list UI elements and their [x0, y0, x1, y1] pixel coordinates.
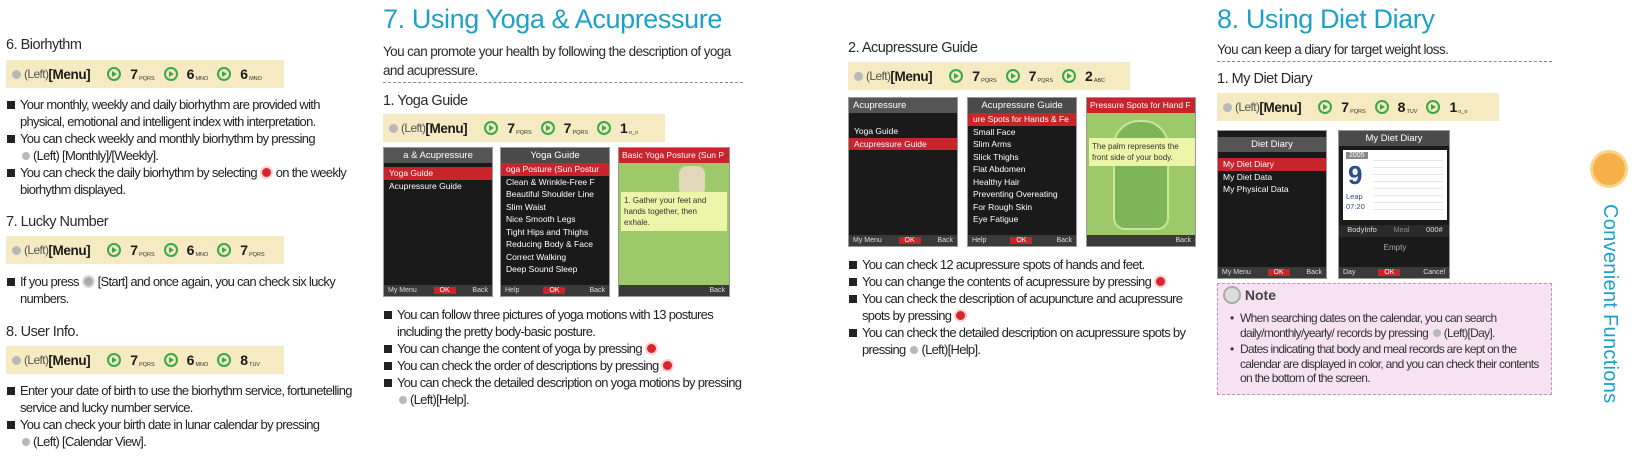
bullet-item: You can check your birth date in lunar calendar by pressing (Left) [Calendar View]. — [6, 416, 366, 450]
left-softkey-icon — [910, 346, 918, 354]
screen-title: My Diet Diary — [1339, 131, 1449, 146]
diet-column — [1217, 0, 1569, 121]
left-softkey-icon — [399, 396, 407, 404]
key-7-icon: 7 PQRS — [563, 120, 589, 136]
bullet-item: You can change the content of yoga by pressing — [383, 340, 753, 357]
screen-list-item: Preventing Overeating — [973, 189, 1058, 199]
diet-screen-menu — [1217, 130, 1327, 279]
tab-bodyinfo: BodyInfo — [1347, 225, 1377, 234]
key-7-icon: 7 PQRS — [130, 66, 155, 82]
bullet-item: You can check the daily biorhythm by selecting on the weekly biorhythm displayed. — [6, 164, 366, 198]
chapter-title-diet: 8. Using Diet Diary — [1217, 4, 1435, 34]
menu-path-user-info: (Left) [Menu] 7 PQRS 6 MNO 8 TUV — [6, 346, 284, 374]
yoga-screen-menu — [383, 147, 493, 297]
left-softkey-icon — [854, 72, 863, 81]
ok-button-icon — [954, 309, 967, 322]
arrow-right-icon — [217, 243, 231, 257]
screen-title: Acupressure — [849, 98, 957, 113]
bullet-item: You can check the detailed description on acupressure spots by pressing (Left)[Help]. — [848, 324, 1193, 358]
arrow-right-icon — [484, 121, 498, 135]
diet-intro: You can keep a diary for target weight loss. — [1217, 40, 1552, 62]
acupressure-column — [848, 0, 1188, 90]
note-header: Note — [1223, 286, 1276, 304]
yoga-screen-list — [500, 147, 610, 297]
arrow-right-icon — [949, 69, 963, 83]
arrow-right-icon — [1375, 100, 1389, 114]
tab-code: 000# — [1426, 225, 1443, 234]
key-8-icon: 8 TUV — [1397, 99, 1418, 115]
screen-title: Pressure Spots for Hand F — [1087, 98, 1195, 113]
calendar-widget — [1343, 150, 1447, 220]
screen-list-item: Tight Hips and Thighs — [506, 226, 589, 237]
arrow-right-icon — [1318, 100, 1332, 114]
screen-softkeys: Help OK Back — [501, 285, 609, 296]
left-softkey-icon — [389, 124, 398, 133]
screen-list-item: Reducing Body & Face — [506, 239, 593, 249]
bullet-item: You can follow three pictures of yoga motions with 13 postures including the pretty body-basic posture. — [383, 306, 753, 340]
acupressure-screen-menu — [848, 97, 958, 247]
ok-button-icon — [1154, 275, 1167, 288]
note-item: • When searching dates on the calendar, you can search daily/monthly/yearly/ records by pressing (Left)[Day]. — [1224, 311, 1546, 340]
section-title-acupressure-guide: 2. Acupressure Guide — [848, 40, 978, 56]
left-softkey-icon — [12, 356, 21, 365]
arrow-right-icon — [107, 353, 121, 367]
screen-list-item: Small Face — [973, 126, 1016, 137]
screen-title: Diet Diary — [1218, 137, 1326, 152]
bullet-item: You can check weekly and monthly biorhythm by pressing (Left) [Monthly]/[Weekly]. — [6, 130, 366, 164]
menu-path-acupressure: (Left) [Menu] 7 PQRS 7 PQRS 2 ABC — [848, 62, 1130, 90]
section-title-yoga-guide: 1. Yoga Guide — [383, 93, 468, 109]
key-2-icon: 2 ABC — [1085, 68, 1106, 84]
section-title-user-info: 8. User Info. — [6, 324, 79, 340]
arrow-right-icon — [164, 243, 178, 257]
yoga-bullets — [383, 306, 753, 408]
arrow-right-icon — [107, 243, 121, 257]
screen-list-item: oga Posture (Sun Postur — [501, 163, 609, 176]
arrow-right-icon — [217, 67, 231, 81]
chapter-title-yoga: 7. Using Yoga & Acupressure — [383, 4, 722, 34]
calendar-grid — [1373, 154, 1443, 214]
ok-button-icon — [260, 166, 273, 179]
calendar-time: 07:20 — [1346, 202, 1365, 211]
calendar-day: 9 — [1348, 160, 1363, 190]
screen-text: 1. Gather your feet and hands together, then exhale. — [621, 192, 727, 231]
key-7-icon: 7 PQRS — [507, 120, 532, 136]
biorhythm-bullets — [6, 96, 366, 198]
acupressure-screen-list — [967, 97, 1077, 247]
lucky-number-bullets — [6, 273, 366, 307]
key-6-icon: 6 MNO — [240, 66, 262, 82]
diet-screen-calendar — [1338, 130, 1450, 279]
screen-list-item: Flat Abdomen — [973, 164, 1026, 174]
bullet-item: Enter your date of birth to use the biorhythm service, fortunetelling service and lucky number service. — [6, 382, 366, 416]
ok-button-icon — [645, 342, 658, 355]
yoga-screen-detail — [618, 147, 730, 297]
key-7-icon: 7 PQRS — [130, 352, 155, 368]
screen-softkeys: My Menu OK Back — [1218, 267, 1326, 278]
screen-list-item: For Rough Skin — [973, 201, 1033, 212]
calendar-leap: Leap — [1346, 192, 1363, 201]
section-title-lucky-number: 7. Lucky Number — [6, 214, 109, 230]
screen-softkeys: Back — [1087, 235, 1195, 246]
screen-list-item: Healthy Hair — [973, 176, 1020, 187]
menu-path-yoga-guide: (Left) [Menu] 7 PQRS 7 PQRS 1 o_o — [383, 114, 665, 142]
section-title-biorhythm: 6. Biorhythm — [6, 37, 82, 53]
chapter-tab-icon — [1590, 150, 1628, 188]
arrow-right-icon — [217, 353, 231, 367]
section-title-my-diet-diary: 1. My Diet Diary — [1217, 71, 1313, 87]
side-tab-label: Convenient Functions — [1599, 204, 1621, 404]
screen-menu-item: Acupressure Guide — [849, 138, 957, 151]
arrow-right-icon — [1006, 69, 1020, 83]
key-1-icon: 1 o_o — [620, 120, 639, 136]
screen-menu-item: Acupressure Guide — [389, 180, 462, 191]
note-icon — [1223, 286, 1241, 304]
key-7-icon: 7 PQRS — [130, 242, 155, 258]
left-column — [6, 0, 366, 450]
screen-menu-item: Yoga Guide — [854, 126, 899, 136]
screen-softkeys: My Menu OK Back — [384, 285, 492, 296]
key-7-icon: 7 PQRS — [1028, 68, 1054, 84]
screen-softkeys: My Menu OK Back — [849, 235, 957, 246]
screen-softkeys: Help OK Back — [968, 235, 1076, 246]
screen-list-item: Deep Sound Sleep — [506, 264, 578, 274]
yoga-column — [383, 0, 763, 142]
screen-list-item: Correct Walking — [506, 251, 567, 262]
screen-title: Yoga Guide — [501, 148, 609, 163]
menu-path-biorhythm: (Left) [Menu] 7 PQRS 6 MNO 6 MNO — [6, 60, 284, 88]
key-1-icon: 1 o_o — [1449, 99, 1468, 115]
calendar-year: 2005 — [1346, 152, 1368, 159]
bullet-item: You can check the description of acupuncture and acupressure spots by pressing — [848, 290, 1193, 324]
note-item: • Dates indicating that body and meal records are kept on the calendar are displayed in color, and you can check their contents on the bottom of the screen. — [1224, 342, 1546, 386]
screen-list-item: Slim Arms — [973, 139, 1012, 149]
screen-menu-item: My Physical Data — [1223, 184, 1289, 194]
hand-icon — [1113, 120, 1169, 230]
bullet-item: You can check 12 acupressure spots of hands and feet. — [848, 256, 1193, 273]
menu-path-diet: (Left) [Menu] 7 PQRS 8 TUV 1 o_o — [1217, 93, 1499, 121]
screen-list-item: Nice Smooth Legs — [506, 214, 576, 224]
screen-list-item: Clean & Wrinkle-Free F — [506, 176, 595, 187]
screen-softkeys: Day OK Cancel — [1339, 267, 1449, 278]
arrow-right-icon — [541, 121, 555, 135]
key-8-icon: 8 TUV — [240, 352, 261, 368]
yoga-intro: You can promote your health by following the description of yoga and acupressure. — [383, 42, 743, 83]
arrow-right-icon — [107, 67, 121, 81]
bullet-item: If you press [Start] and once again, you can check six lucky numbers. — [6, 273, 366, 307]
screen-menu-item: My Diet Diary — [1218, 158, 1326, 171]
ok-button-icon — [661, 359, 674, 372]
bullet-item: Your monthly, weekly and daily biorhythm are provided with physical, emotional and intelligent index with interpretation. — [6, 96, 366, 130]
screen-list-item: Slim Waist — [506, 201, 546, 212]
acupressure-bullets — [848, 256, 1193, 358]
key-6-icon: 6 MNO — [186, 352, 209, 368]
screen-title: Basic Yoga Posture (Sun P — [619, 148, 729, 163]
arrow-right-icon — [164, 67, 178, 81]
screen-menu-item: My Diet Data — [1223, 171, 1273, 182]
bullet-item: You can check the order of descriptions by pressing — [383, 357, 753, 374]
screen-menu-item: Yoga Guide — [384, 167, 492, 180]
screen-title: Acupressure Guide — [968, 98, 1076, 113]
screen-list-item: Slick Thighs — [973, 151, 1019, 162]
screen-list-item: Beautiful Shoulder Line — [506, 189, 594, 199]
calendar-tabs — [1339, 225, 1450, 237]
screen-text: The palm represents the front side of your body. — [1089, 138, 1195, 166]
left-softkey-icon — [22, 152, 30, 160]
screen-title: a & Acupressure — [384, 148, 492, 163]
user-info-bullets — [6, 382, 366, 450]
key-6-icon: 6 MNO — [186, 242, 209, 258]
calendar-empty-text: Empty — [1383, 243, 1407, 252]
arrow-right-icon — [164, 353, 178, 367]
bullet-item: You can check the detailed description on yoga motions by pressing (Left)[Help]. — [383, 374, 753, 408]
screen-softkeys: Back — [619, 285, 729, 296]
tab-meal: Meal — [1393, 225, 1410, 234]
key-7-icon: 7 PQRS — [1341, 99, 1366, 115]
left-softkey-icon — [22, 438, 30, 446]
menu-path-lucky-number: (Left) [Menu] 7 PQRS 6 MNO 7 PQRS — [6, 236, 284, 264]
key-7-icon: 7 PQRS — [972, 68, 997, 84]
left-softkey-icon — [12, 70, 21, 79]
bullet-item: You can change the contents of acupressure by pressing — [848, 273, 1193, 290]
screen-list-item: Eye Fatigue — [973, 214, 1019, 224]
left-softkey-icon — [12, 246, 21, 255]
arrow-right-icon — [1062, 69, 1076, 83]
left-softkey-icon — [1433, 329, 1441, 337]
acupressure-screen-detail — [1086, 97, 1196, 247]
key-7-icon: 7 PQRS — [240, 242, 265, 258]
arrow-right-icon — [597, 121, 611, 135]
left-softkey-icon — [1223, 103, 1232, 112]
note-list — [1224, 311, 1546, 388]
start-key-icon — [82, 275, 95, 288]
note-box — [1217, 283, 1552, 395]
screen-list-item: ure Spots for Hands & Fe — [968, 113, 1076, 126]
arrow-right-icon — [1426, 100, 1440, 114]
key-6-icon: 6 MNO — [186, 66, 209, 82]
